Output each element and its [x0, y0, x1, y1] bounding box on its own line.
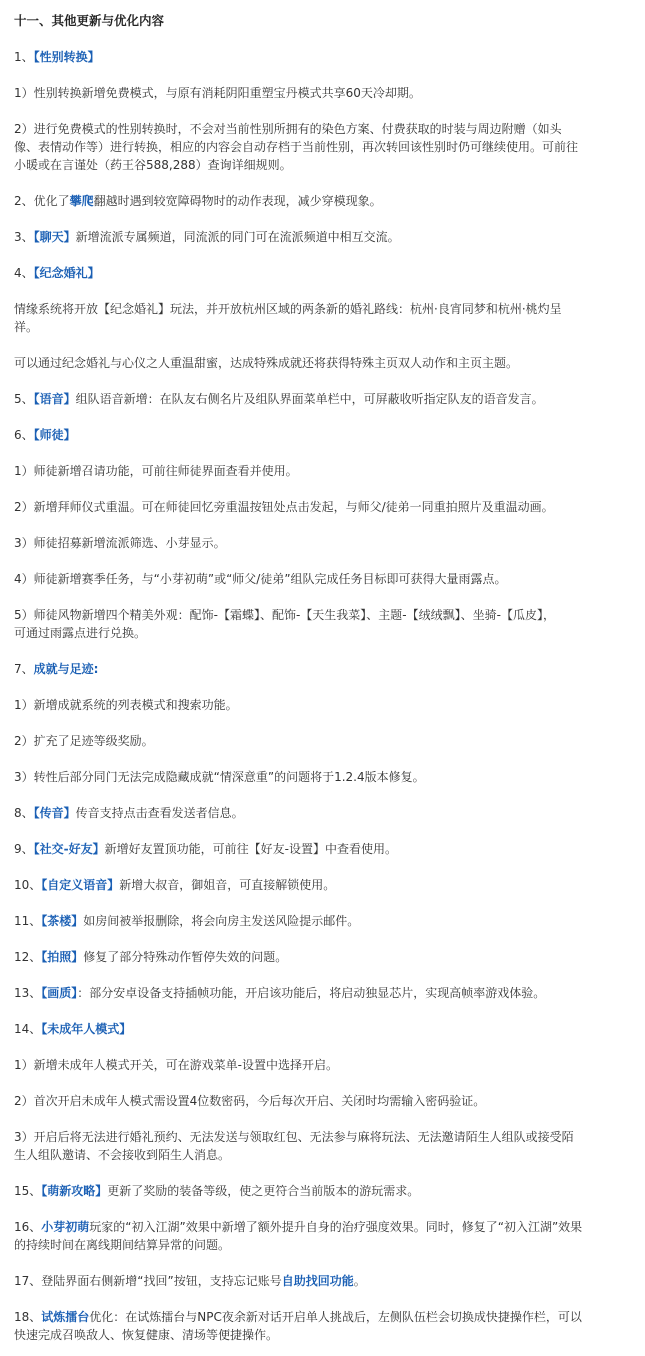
highlight-text: 成就与足迹:	[33, 662, 99, 676]
text-segment: 小暖或在言谨处（药王谷588,288）查询详细规则。	[14, 158, 292, 172]
paragraph-line	[14, 570, 634, 588]
text-segment: 1）师徒新增召请功能，可前往师徒界面查看并使用。	[14, 464, 298, 478]
text-segment: 14、	[14, 1022, 42, 1036]
paragraph-line	[14, 138, 634, 156]
text-segment: 祥。	[14, 320, 39, 334]
paragraph-line	[14, 768, 634, 786]
paragraph-line	[14, 498, 634, 516]
paragraph-line	[14, 1308, 634, 1326]
text-segment: 3）师徒招募新增流派筛选、小芽显示。	[14, 536, 226, 550]
paragraph-line	[14, 1092, 634, 1110]
text-segment: 新增好友置顶功能，可前往【好友-设置】中查看使用。	[104, 842, 397, 856]
paragraph-line	[14, 1236, 634, 1254]
paragraph-line	[14, 390, 634, 408]
text-segment: 3、	[14, 230, 34, 244]
text-segment: 4）师徒新增赛季任务，与“小芽初萌”或“师父/徒弟”组队完成任务目标即可获得大量雨露点。	[14, 572, 507, 586]
text-segment: 2）新增拜师仪式重温。可在师徒回忆旁重温按钮处点击发起，与师父/徒弟一同重拍照片及重温动画。	[14, 500, 554, 514]
paragraph-line	[14, 1218, 634, 1236]
text-segment: 10、	[14, 878, 42, 892]
text-segment: 17、登陆界面右侧新增“找回”按钮，支持忘记账号	[14, 1274, 282, 1288]
text-segment: 8、	[14, 806, 34, 820]
paragraph-line	[14, 1128, 634, 1146]
highlight-text: 【萌新攻略】	[41, 1184, 108, 1198]
highlight-text: 【拍照】	[41, 950, 84, 964]
text-segment: 1）性别转换新增免费模式，与原有消耗阴阳重塑宝丹模式共享60天冷却期。	[14, 86, 421, 100]
highlight-text: 【性别转换】	[33, 50, 100, 64]
paragraph-line	[14, 354, 634, 372]
text-segment: 3）转性后部分同门无法完成隐藏成就“情深意重”的问题将于1.2.4版本修复。	[14, 770, 425, 784]
text-segment: 15、	[14, 1184, 42, 1198]
text-segment: 2）扩充了足迹等级奖励。	[14, 734, 154, 748]
text-segment: 2）进行免费模式的性别转换时，不会对当前性别所拥有的染色方案、付费获取的时装与周边附赠（如头	[14, 122, 562, 136]
highlight-text: 【纪念婚礼】	[33, 266, 100, 280]
highlight-text: 【社交-好友】	[33, 842, 105, 856]
text-segment: 5、	[14, 392, 34, 406]
paragraph-line	[14, 1056, 634, 1074]
paragraph-line	[14, 876, 634, 894]
text-segment: 1、	[14, 50, 34, 64]
text-segment: 情缘系统将开放【纪念婚礼】玩法，并开放杭州区域的两条新的婚礼路线：杭州·良宵同梦和杭州·桃灼呈	[14, 302, 562, 316]
paragraph-line	[14, 1326, 634, 1344]
text-segment: 传音支持点击查看发送者信息。	[75, 806, 244, 820]
highlight-text: 【聊天】	[33, 230, 76, 244]
text-segment: 可通过雨露点进行兑换。	[14, 626, 147, 640]
text-segment: 2）首次开启未成年人模式需设置4位数密码，今后每次开启、关闭时均需输入密码验证。	[14, 1094, 486, 1108]
paragraph-line	[14, 228, 634, 246]
paragraph-line	[14, 426, 634, 444]
highlight-text: 【师徒】	[33, 428, 76, 442]
paragraph-line	[14, 534, 634, 552]
text-segment: 如房间被举报删除，将会向房主发送风险提示邮件。	[83, 914, 360, 928]
text-segment: 快速完成召唤敌人、恢复健康、清场等便捷操作。	[14, 1328, 279, 1342]
text-segment: 组队语音新增：在队友右侧名片及组队界面菜单栏中，可屏蔽收听指定队友的语音发言。	[75, 392, 544, 406]
section-title: 十一、其他更新与优化内容	[14, 13, 165, 28]
paragraph-line	[14, 462, 634, 480]
highlight-text: 【茶楼】	[41, 914, 84, 928]
text-segment: 生人组队邀请、不会接收到陌生人消息。	[14, 1148, 231, 1162]
paragraph-line	[14, 732, 634, 750]
text-segment: 像、表情动作等）进行转换，相应的内容会自动存档于当前性别，再次转回该性别时仍可继续使用。可前往	[14, 140, 579, 154]
paragraph-line	[14, 120, 634, 138]
paragraph-line	[14, 1020, 634, 1038]
text-segment: 18、	[14, 1310, 42, 1324]
text-segment: 翻越时遇到较宽障碍物时的动作表现，减少穿模现象。	[93, 194, 382, 208]
text-segment: 5）师徒风物新增四个精美外观：配饰-【霜蝶】、配饰-【天生我菜】、主题-【绒绒飘】、坐骑-【瓜皮】，	[14, 608, 555, 622]
paragraph-line	[14, 948, 634, 966]
highlight-text: 【自定义语音】	[41, 878, 120, 892]
paragraph-line	[14, 264, 634, 282]
paragraph-line	[14, 660, 634, 678]
paragraph-line	[14, 1272, 634, 1290]
highlight-text: 【未成年人模式】	[41, 1022, 132, 1036]
text-segment: 优化：在试炼擂台与NPC夜余新对话开启单人挑战后，左侧队伍栏会切换成快捷操作栏，可以	[89, 1310, 582, 1324]
paragraph-line	[14, 156, 634, 174]
highlight-text: 【语音】	[33, 392, 76, 406]
text-segment: 的持续时间在离线期间结算异常的问题。	[14, 1238, 231, 1252]
paragraph-line	[14, 804, 634, 822]
highlight-text: 试炼擂台	[41, 1310, 90, 1324]
paragraph-line	[14, 624, 634, 642]
paragraph-line	[14, 1182, 634, 1200]
text-segment: 16、	[14, 1220, 42, 1234]
paragraph-line	[14, 318, 634, 336]
text-segment: ：部分安卓设备支持插帧功能，开启该功能后，将启动独显芯片，实现高帧率游戏体验。	[77, 986, 546, 1000]
text-segment: 6、	[14, 428, 34, 442]
text-segment: 更新了奖励的装备等级，使之更符合当前版本的游玩需求。	[107, 1184, 420, 1198]
text-segment: 2、优化了	[14, 194, 70, 208]
paragraph-line	[14, 696, 634, 714]
text-segment: 。	[353, 1274, 366, 1288]
text-segment: 新增流派专属频道，同流派的同门可在流派频道中相互交流。	[75, 230, 400, 244]
text-segment: 1）新增未成年人模式开关，可在游戏菜单-设置中选择开启。	[14, 1058, 338, 1072]
text-segment: 玩家的“初入江湖”效果中新增了额外提升自身的治疗强度效果。同时，修复了“初入江湖”效果	[89, 1220, 583, 1234]
paragraph-line	[14, 84, 634, 102]
text-segment: 3）开启后将无法进行婚礼预约、无法发送与领取红包、无法参与麻将玩法、无法邀请陌生人组队或接受陌	[14, 1130, 574, 1144]
text-segment: 12、	[14, 950, 42, 964]
paragraph-line	[14, 192, 634, 210]
text-segment: 新增大叔音，御姐音，可直接解锁使用。	[119, 878, 336, 892]
highlight-text: 小芽初萌	[41, 1220, 90, 1234]
text-segment: 1）新增成就系统的列表模式和搜索功能。	[14, 698, 238, 712]
text-segment: 可以通过纪念婚礼与心仪之人重温甜蜜，达成特殊成就还将获得特殊主页双人动作和主页主题。	[14, 356, 519, 370]
paragraph-line	[14, 984, 634, 1002]
paragraph-line	[14, 300, 634, 318]
highlight-text: 攀爬	[69, 194, 94, 208]
text-segment: 9、	[14, 842, 34, 856]
paragraph-line	[14, 48, 634, 66]
text-segment: 修复了部分特殊动作暂停失效的问题。	[83, 950, 288, 964]
highlight-text: 自助找回功能	[281, 1274, 354, 1288]
paragraph-line	[14, 840, 634, 858]
paragraph-line	[14, 1146, 634, 1164]
text-segment: 7、	[14, 662, 34, 676]
text-segment: 4、	[14, 266, 34, 280]
paragraph-line	[14, 606, 634, 624]
highlight-text: 【传音】	[33, 806, 76, 820]
highlight-text: 【画质】	[41, 986, 78, 1000]
text-segment: 13、	[14, 986, 42, 1000]
paragraph-line	[14, 912, 634, 930]
text-segment: 11、	[14, 914, 42, 928]
